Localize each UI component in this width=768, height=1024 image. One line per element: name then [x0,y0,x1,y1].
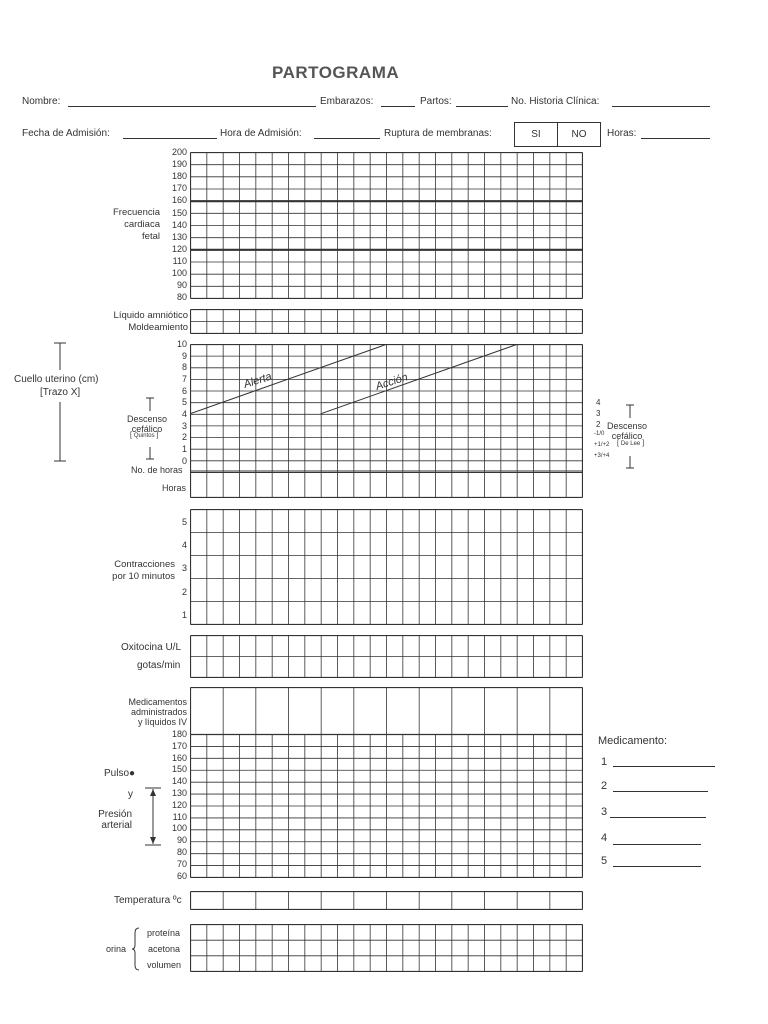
medicamento-line-1[interactable] [613,766,715,767]
hora-admision-field[interactable] [314,138,380,139]
medicamento-line-3[interactable] [610,817,706,818]
tick-label: 110 [172,255,187,266]
partos-label: Partos: [420,96,452,107]
orina-grid[interactable] [190,924,583,972]
fhr-label: Frecuencia cardiaca fetal [113,207,160,242]
gotas-label: gotas/min [137,660,181,671]
tick-label: 10 [176,339,187,349]
oxitocina-label: Oxitocina U/L [121,642,182,653]
nombre-label: Nombre: [22,96,61,107]
medicamento-line-4[interactable] [613,844,701,845]
tick-label: 3 [596,409,601,418]
tick-label: 130 [171,231,187,242]
tick-label: 160 [171,195,187,206]
tick-label: 100 [171,268,187,278]
tick-label: 6 [181,385,187,396]
tick-label: 4 [181,408,187,419]
liquido-label: Líquido amniótico Moldeamiento [113,310,188,333]
tick-label: 170 [171,183,187,194]
delee-label: [ De Lee ] [617,440,645,447]
tick-label: 4 [596,398,601,407]
fecha-admision-field[interactable] [123,138,217,139]
oxitocina-grid[interactable] [190,635,583,678]
medicamento-item-5: 5 [601,855,608,867]
tick-label: 170 [171,740,187,751]
cuello-bracket [52,342,68,464]
tick-label: 180 [171,171,187,182]
tick-label: 5 [181,397,187,408]
tick-label: +3/+4 [594,453,610,459]
accion-label: Acción [374,371,410,393]
orina-brace [131,927,141,971]
tick-label: +1/+2 [594,442,610,448]
orina-proteina-label: proteína [147,928,181,938]
trazo-x-label: [Trazo X] [40,387,81,398]
tick-label: 90 [176,835,187,846]
historia-label: No. Historia Clínica: [511,96,600,107]
tick-label: 160 [171,752,187,763]
tick-label: 3 [181,420,187,431]
orina-label: orina [106,944,127,954]
tick-label: 3 [181,563,187,574]
liquido-grid[interactable] [190,309,583,334]
tick-label: 180 [171,729,187,739]
quintos-label: [ Quintos ] [130,432,159,439]
tick-label: 120 [171,799,187,810]
temperatura-label: Temperatura ºc [114,895,182,906]
tick-label: 200 [171,147,187,157]
tick-label: 1 [181,609,187,620]
tick-label: -1/0 [594,431,605,437]
presion-label: Presión arterial [98,809,132,831]
tick-label: 7 [181,373,187,384]
medicamento-line-2[interactable] [613,791,708,792]
pulso-grid[interactable] [190,734,583,878]
ruptura-label: Ruptura de membranas: [384,128,492,139]
medicamento-item-2: 2 [601,780,608,792]
ruptura-no-box[interactable]: NO [557,122,601,147]
horas-label: Horas: [607,128,637,139]
fhr-grid[interactable] [190,152,583,299]
tick-label: 0 [181,455,187,466]
hora-admision-label: Hora de Admisión: [220,128,302,139]
fecha-admision-label: Fecha de Admisión: [22,128,110,139]
tick-label: 2 [181,432,187,443]
partos-field[interactable] [456,106,508,107]
medicamento-list-title: Medicamento: [598,735,668,747]
presion-arrow [144,786,162,848]
tick-label: 80 [176,292,187,303]
embarazos-field[interactable] [381,106,415,107]
cervix-grid[interactable] [190,344,583,498]
medicamento-item-4: 4 [601,832,608,844]
tick-label: 190 [171,159,187,170]
contracciones-label: Contracciones por 10 minutos [112,559,175,582]
tick-label: 9 [181,350,187,361]
tick-label: 4 [181,540,187,551]
horas-row-label: Horas [162,483,187,493]
page-title: PARTOGRAMA [272,63,400,82]
tick-label: 130 [171,788,187,798]
tick-label: 140 [171,219,187,230]
tick-label: 110 [172,811,187,822]
tick-label: 60 [176,870,187,881]
descenso-left-label: Descenso cefálico [127,414,168,434]
cuello-label: Cuello uterino (cm) [14,374,99,385]
pulso-y-label: y [128,789,133,800]
ruptura-si-box[interactable]: SI [514,122,558,147]
medicamento-line-5[interactable] [613,866,701,867]
tick-label: 2 [596,420,601,429]
contracciones-grid[interactable] [190,509,583,625]
pulso-label: Pulso● [104,768,136,779]
embarazos-label: Embarazos: [320,96,374,107]
tick-label: 5 [181,517,187,527]
no-horas-label: No. de horas [131,465,183,475]
tick-label: 2 [181,586,187,597]
medicamento-item-3: 3 [601,806,608,818]
tick-label: 1 [181,443,187,454]
tick-label: 70 [176,858,187,869]
nombre-field[interactable] [68,106,316,107]
tick-label: 120 [171,243,187,254]
medicamentos-label: Medicamentos administrados y líquidos IV [128,697,187,727]
historia-field[interactable] [612,106,710,107]
tick-label: 100 [171,823,187,834]
orina-volumen-label: volumen [147,960,182,970]
medicamento-item-1: 1 [601,756,608,768]
tick-label: 150 [171,764,187,775]
tick-label: 150 [171,207,187,218]
tick-label: 140 [171,776,187,787]
tick-label: 90 [176,280,187,291]
orina-acetona-label: acetona [148,944,181,954]
temperatura-grid[interactable] [190,891,583,910]
descenso-right-label: Descenso cefálico [607,421,648,441]
horas-field[interactable] [641,138,710,139]
tick-label: 8 [181,362,187,373]
medicamentos-grid[interactable] [190,687,583,735]
alerta-label: Alerta [242,370,274,391]
tick-label: 80 [176,847,187,857]
